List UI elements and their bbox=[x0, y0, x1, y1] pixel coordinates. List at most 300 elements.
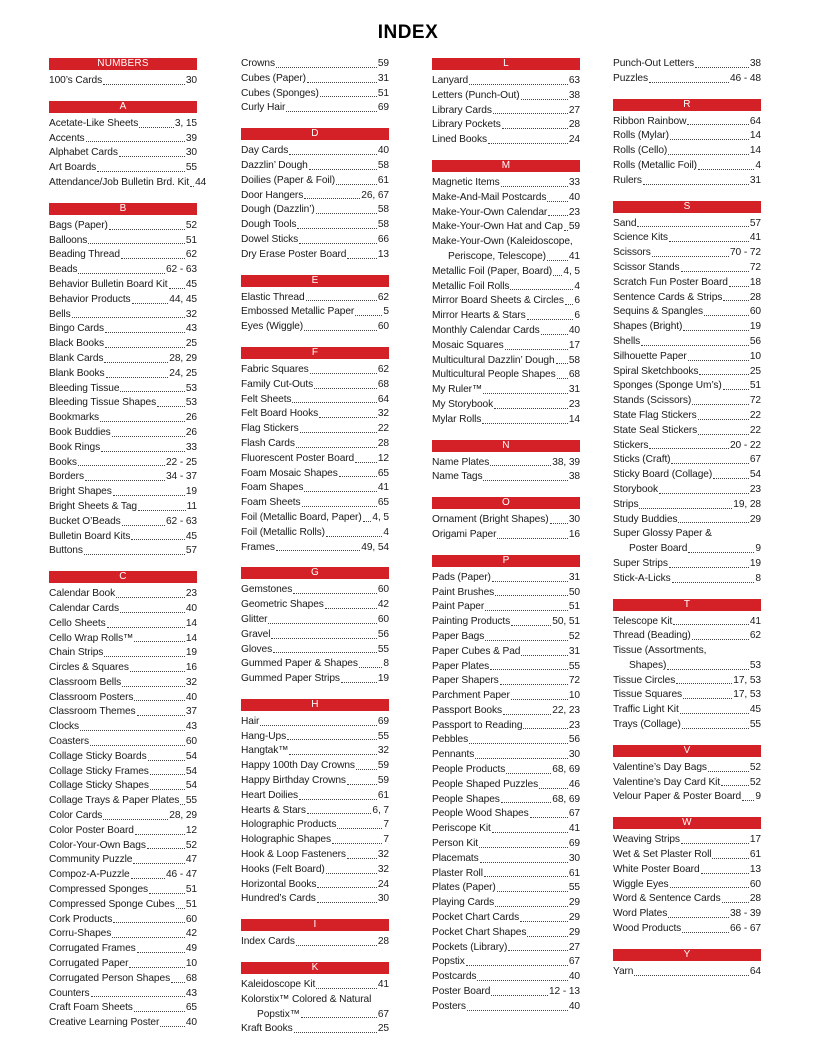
dot-leader bbox=[510, 288, 573, 290]
entry-page: 24, 25 bbox=[169, 367, 197, 379]
index-section bbox=[432, 160, 580, 428]
dot-leader bbox=[490, 464, 551, 466]
dot-leader bbox=[652, 255, 729, 257]
index-section bbox=[49, 203, 197, 559]
entry-name: Collage Sticky Shapes bbox=[49, 780, 149, 792]
index-entry bbox=[241, 57, 389, 72]
index-section bbox=[613, 57, 761, 87]
index-entry bbox=[432, 748, 580, 763]
entry-name: Make-Your-Own (Kaleidoscope, bbox=[432, 236, 573, 248]
index-entry bbox=[613, 776, 761, 791]
entry-name: Tissue (Assortments, bbox=[613, 645, 707, 657]
entry-page: 26 bbox=[185, 426, 197, 438]
index-entry bbox=[432, 294, 580, 309]
dot-leader bbox=[713, 477, 749, 479]
dot-leader bbox=[302, 505, 377, 507]
index-section bbox=[432, 440, 580, 486]
entry-name: Doilies (Paper & Foil) bbox=[241, 174, 336, 186]
index-entry bbox=[613, 276, 761, 291]
index-entry bbox=[49, 1016, 197, 1031]
entry-page: 12 bbox=[185, 824, 197, 836]
entry-name: Bookmarks bbox=[49, 412, 100, 424]
entry-name: Balloons bbox=[49, 234, 88, 246]
entry-name: Horizontal Books bbox=[241, 878, 317, 890]
index-entry bbox=[432, 719, 580, 734]
index-section bbox=[432, 555, 580, 1015]
entry-name: Placemats bbox=[432, 852, 479, 864]
dot-leader bbox=[113, 494, 185, 496]
entry-name: Study Buddies bbox=[613, 513, 678, 525]
entry-name: Compoz-A-Puzzle bbox=[49, 869, 130, 881]
index-entry bbox=[432, 822, 580, 837]
entry-name: Compressed Sponges bbox=[49, 884, 149, 896]
entry-name: State Seal Stickers bbox=[613, 424, 698, 436]
entry-page: 67 bbox=[568, 956, 580, 968]
index-entry bbox=[49, 544, 197, 559]
dot-leader bbox=[319, 416, 377, 418]
dot-leader bbox=[469, 83, 568, 85]
entry-name: Glitter bbox=[241, 613, 268, 625]
index-entry bbox=[613, 907, 761, 922]
dot-leader bbox=[268, 622, 376, 624]
entry-name: Stickers bbox=[613, 439, 649, 451]
entry-page: 45 bbox=[185, 530, 197, 542]
entry-name: Plates (Paper) bbox=[432, 882, 496, 894]
index-entry bbox=[432, 941, 580, 956]
entry-name: Poster Board bbox=[629, 543, 688, 555]
entry-page: 10 bbox=[568, 690, 580, 702]
entry-name: Gloves bbox=[241, 643, 273, 655]
entry-page: 64 bbox=[749, 115, 761, 127]
dot-leader bbox=[680, 712, 749, 714]
index-entry bbox=[49, 587, 197, 602]
index-entry bbox=[49, 456, 197, 471]
dot-leader bbox=[520, 920, 568, 922]
entry-page: 4 bbox=[755, 159, 761, 171]
entry-page: 54 bbox=[749, 469, 761, 481]
index-entry bbox=[241, 541, 389, 556]
entry-name: Scissors bbox=[613, 247, 651, 259]
index-entry bbox=[241, 628, 389, 643]
entry-name: Foam Mosaic Shapes bbox=[241, 467, 338, 479]
index-entry bbox=[241, 715, 389, 730]
dot-leader bbox=[482, 422, 568, 424]
entry-page: 42 bbox=[377, 599, 389, 611]
index-entry bbox=[613, 688, 761, 703]
dot-leader bbox=[314, 387, 377, 389]
dot-leader bbox=[500, 683, 568, 685]
dot-leader bbox=[721, 784, 749, 786]
index-entry bbox=[432, 324, 580, 339]
index-entry bbox=[241, 305, 389, 320]
dot-leader bbox=[103, 818, 168, 820]
entry-name: State Flag Stickers bbox=[613, 409, 697, 421]
entry-name: Behavior Products bbox=[49, 293, 131, 305]
dot-leader bbox=[121, 257, 185, 259]
index-entry bbox=[49, 500, 197, 515]
dot-leader bbox=[729, 285, 749, 287]
entry-page: 14 bbox=[568, 413, 580, 425]
index-entry bbox=[241, 892, 389, 907]
index-entry bbox=[49, 602, 197, 617]
index-entry bbox=[241, 848, 389, 863]
index-entry bbox=[241, 189, 389, 204]
entry-name: Gravel bbox=[241, 628, 271, 640]
entry-page: 52 bbox=[185, 219, 197, 231]
entry-name: Wet & Set Plaster Roll bbox=[613, 849, 712, 861]
entry-name: Painting Products bbox=[432, 616, 511, 628]
entry-name: People Products bbox=[432, 764, 506, 776]
index-entry bbox=[613, 159, 761, 174]
entry-name: Pockets (Library) bbox=[432, 941, 508, 953]
index-entry bbox=[432, 265, 580, 280]
dot-leader bbox=[539, 787, 568, 789]
dot-leader bbox=[304, 329, 377, 331]
index-section bbox=[241, 275, 389, 335]
dot-leader bbox=[683, 329, 749, 331]
entry-name: Foam Shapes bbox=[241, 482, 304, 494]
index-entry bbox=[241, 1022, 389, 1037]
index-entry bbox=[613, 291, 761, 306]
entry-page: 10 bbox=[749, 350, 761, 362]
entry-page: 38 bbox=[568, 89, 580, 101]
entry-name: Bleeding Tissue bbox=[49, 382, 120, 394]
dot-leader bbox=[304, 197, 360, 199]
dot-leader bbox=[326, 535, 382, 537]
dot-leader bbox=[688, 359, 749, 361]
entry-page: 54 bbox=[185, 750, 197, 762]
entry-name: Word & Sentence Cards bbox=[613, 893, 721, 905]
index-entry bbox=[49, 322, 197, 337]
entry-page: 17 bbox=[568, 339, 580, 351]
dot-leader bbox=[695, 66, 749, 68]
entry-page: 58 bbox=[377, 219, 389, 231]
index-entry bbox=[613, 659, 761, 674]
entry-page: 68, 69 bbox=[552, 793, 580, 805]
dot-leader bbox=[80, 729, 185, 731]
entry-name: Index Cards bbox=[241, 936, 295, 948]
index-entry bbox=[241, 407, 389, 422]
entry-page: 51 bbox=[749, 380, 761, 392]
index-entry bbox=[49, 278, 197, 293]
entry-page: 32 bbox=[377, 849, 389, 861]
dot-leader bbox=[109, 228, 185, 230]
index-entry bbox=[613, 115, 761, 130]
entry-page: 49, 54 bbox=[361, 541, 389, 553]
entry-page: 31 bbox=[568, 571, 580, 583]
entry-name: Color Cards bbox=[49, 810, 103, 822]
section-header: L bbox=[432, 58, 580, 70]
index-entry bbox=[613, 790, 761, 805]
entry-page: 60 bbox=[185, 913, 197, 925]
index-entry bbox=[49, 132, 197, 147]
entry-name: Corrugated Paper bbox=[49, 958, 129, 970]
entry-page: 6 bbox=[574, 310, 580, 322]
dot-leader bbox=[294, 1031, 377, 1033]
dot-leader bbox=[485, 609, 568, 611]
index-entry bbox=[613, 848, 761, 863]
index-entry bbox=[49, 676, 197, 691]
section-header: A bbox=[49, 101, 197, 113]
entry-page: 23 bbox=[568, 206, 580, 218]
entry-page: 62 - 63 bbox=[165, 264, 197, 276]
entry-name: Geometric Shapes bbox=[241, 599, 324, 611]
entry-name: Hook & Loop Fasteners bbox=[241, 849, 346, 861]
entry-name: Paper Plates bbox=[432, 660, 490, 672]
entry-page: 4, 5 bbox=[563, 265, 580, 277]
entry-page: 11 bbox=[186, 500, 197, 512]
entry-name: Clocks bbox=[49, 721, 79, 733]
dot-leader bbox=[347, 783, 377, 785]
dot-leader bbox=[78, 464, 165, 466]
entry-page: 65 bbox=[377, 467, 389, 479]
entry-name: Periscope Kit bbox=[432, 823, 491, 835]
entry-page: 33 bbox=[185, 441, 197, 453]
index-entry bbox=[49, 942, 197, 957]
entry-name: Alphabet Cards bbox=[49, 147, 118, 159]
dot-leader bbox=[553, 274, 562, 276]
dot-leader bbox=[488, 142, 568, 144]
dot-leader bbox=[310, 372, 377, 374]
entry-name: Beading Thread bbox=[49, 249, 120, 261]
entry-page: 38 bbox=[568, 471, 580, 483]
index-entry bbox=[241, 526, 389, 541]
entry-name: Postcards bbox=[432, 971, 477, 983]
entry-page: 59 bbox=[568, 221, 580, 233]
dot-leader bbox=[339, 475, 377, 477]
entry-name: People Shapes bbox=[432, 793, 500, 805]
dot-leader bbox=[132, 302, 169, 304]
dot-leader bbox=[557, 377, 568, 379]
entry-page: 28 bbox=[377, 936, 389, 948]
index-entry bbox=[241, 467, 389, 482]
index-entry bbox=[241, 393, 389, 408]
dot-leader bbox=[497, 537, 567, 539]
index-column-1 bbox=[49, 58, 207, 1043]
dot-leader bbox=[466, 964, 568, 966]
dot-leader bbox=[699, 373, 748, 375]
index-entry bbox=[49, 617, 197, 632]
dot-leader bbox=[643, 183, 749, 185]
entry-page: 68, 69 bbox=[552, 764, 580, 776]
section-header: D bbox=[241, 128, 389, 140]
index-entry bbox=[49, 661, 197, 676]
index-entry bbox=[49, 161, 197, 176]
entry-name: Pebbles bbox=[432, 734, 469, 746]
index-entry bbox=[241, 993, 389, 1008]
dot-leader bbox=[692, 638, 749, 640]
entry-page: 22 bbox=[377, 423, 389, 435]
index-entry bbox=[432, 970, 580, 985]
dot-leader bbox=[107, 626, 185, 628]
entry-name: Happy 100th Day Crowns bbox=[241, 760, 355, 772]
dot-leader bbox=[548, 214, 568, 216]
dot-leader bbox=[742, 799, 754, 801]
dot-leader bbox=[649, 447, 729, 449]
dot-leader bbox=[106, 376, 169, 378]
entry-name: Multicultural People Shapes bbox=[432, 369, 556, 381]
dot-leader bbox=[475, 757, 568, 759]
entry-name: Stands (Scissors) bbox=[613, 395, 692, 407]
index-entry bbox=[432, 660, 580, 675]
entry-page: 52 bbox=[749, 761, 761, 773]
dot-leader bbox=[356, 768, 377, 770]
entry-name: Mirror Hearts & Stars bbox=[432, 310, 526, 322]
entry-name: Coasters bbox=[49, 736, 89, 748]
entry-name: Heart Doilies bbox=[241, 789, 299, 801]
entry-page: 32 bbox=[377, 408, 389, 420]
index-column-2 bbox=[241, 58, 389, 1049]
entry-page: 22, 23 bbox=[552, 704, 580, 716]
index-entry bbox=[49, 219, 197, 234]
index-entry bbox=[49, 972, 197, 987]
dot-leader bbox=[78, 272, 165, 274]
dot-leader bbox=[100, 420, 185, 422]
entry-page: 44, 45 bbox=[169, 293, 197, 305]
entry-name: Flag Stickers bbox=[241, 423, 299, 435]
dot-leader bbox=[639, 507, 732, 509]
entry-name: Posters bbox=[432, 1000, 466, 1012]
entry-page: 51 bbox=[185, 898, 197, 910]
entry-name: 100’s Cards bbox=[49, 75, 103, 86]
dot-leader bbox=[668, 916, 729, 918]
entry-page: 19 bbox=[377, 673, 389, 685]
index-entry bbox=[49, 117, 197, 132]
dot-leader bbox=[527, 935, 567, 937]
entry-name: Thread (Beading) bbox=[613, 630, 691, 642]
index-entry bbox=[613, 965, 761, 980]
section-header: T bbox=[613, 599, 761, 611]
entry-page: 31 bbox=[377, 72, 389, 84]
entry-name: White Poster Board bbox=[613, 863, 700, 875]
entry-page: 57 bbox=[185, 545, 197, 557]
entry-name: Ornament (Bright Shapes) bbox=[432, 514, 549, 526]
entry-page: 49 bbox=[185, 943, 197, 955]
dot-leader bbox=[91, 995, 185, 997]
dot-leader bbox=[673, 623, 749, 625]
entry-page: 19, 28 bbox=[733, 498, 761, 510]
index-entry bbox=[49, 263, 197, 278]
entry-name: Frames bbox=[241, 541, 275, 553]
entry-page: 65 bbox=[185, 1002, 197, 1014]
entry-name: Family Cut-Outs bbox=[241, 378, 314, 390]
entry-page: 27 bbox=[568, 104, 580, 116]
entry-page: 72 bbox=[749, 395, 761, 407]
entry-page: 14 bbox=[749, 145, 761, 157]
entry-page: 42 bbox=[185, 928, 197, 940]
entry-name: Letters (Punch-Out) bbox=[432, 89, 520, 101]
entry-page: 68 bbox=[568, 369, 580, 381]
index-entry bbox=[613, 892, 761, 907]
entry-page: 19 bbox=[185, 486, 197, 498]
entry-page: 27 bbox=[568, 941, 580, 953]
entry-page: 30 bbox=[568, 852, 580, 864]
entry-name: Day Cards bbox=[241, 145, 289, 157]
dot-leader bbox=[88, 242, 185, 244]
entry-page: 10 bbox=[185, 958, 197, 970]
index-entry bbox=[241, 233, 389, 248]
entry-page: 59 bbox=[377, 760, 389, 772]
dot-leader bbox=[508, 949, 568, 951]
dot-leader bbox=[317, 886, 376, 888]
dot-leader bbox=[129, 966, 184, 968]
entry-page: 22 bbox=[749, 424, 761, 436]
index-entry bbox=[432, 118, 580, 133]
index-entry bbox=[613, 878, 761, 893]
entry-name: Holographic Shapes bbox=[241, 834, 331, 846]
entry-name: Collage Trays & Paper Plates bbox=[49, 795, 180, 807]
index-entry bbox=[432, 339, 580, 354]
entry-page: 22 bbox=[749, 409, 761, 421]
entry-name: Traffic Light Kit bbox=[613, 704, 679, 716]
index-entry bbox=[241, 291, 389, 306]
entry-name: Origami Paper bbox=[432, 528, 497, 540]
index-entry bbox=[432, 763, 580, 778]
entry-name: Door Hangers bbox=[241, 189, 304, 201]
entry-name: Telescope Kit bbox=[613, 615, 673, 627]
index-entry bbox=[241, 422, 389, 437]
dot-leader bbox=[148, 759, 185, 761]
entry-name: Cello Wrap Rolls™ bbox=[49, 632, 134, 644]
index-entry bbox=[432, 220, 580, 235]
index-entry bbox=[432, 74, 580, 89]
entry-page: 32 bbox=[185, 676, 197, 688]
index-entry bbox=[241, 759, 389, 774]
dot-leader bbox=[336, 183, 377, 185]
index-entry bbox=[49, 337, 197, 352]
dot-leader bbox=[355, 461, 377, 463]
dot-leader bbox=[138, 509, 186, 511]
index-entry bbox=[241, 657, 389, 672]
entry-page: 17, 53 bbox=[733, 689, 761, 701]
index-entry bbox=[241, 87, 389, 102]
dot-leader bbox=[139, 126, 174, 128]
entry-page: 67 bbox=[749, 454, 761, 466]
index-entry bbox=[613, 527, 761, 542]
section-header: K bbox=[241, 962, 389, 974]
entry-name: Velour Paper & Poster Board bbox=[613, 791, 742, 803]
entry-name: Cello Sheets bbox=[49, 617, 106, 629]
index-entry bbox=[432, 793, 580, 808]
index-entry bbox=[49, 74, 197, 89]
index-entry bbox=[241, 378, 389, 393]
entry-page: 28 bbox=[568, 119, 580, 131]
entry-page: 40 bbox=[568, 324, 580, 336]
index-entry bbox=[241, 583, 389, 598]
dot-leader bbox=[511, 698, 568, 700]
entry-page: 55 bbox=[377, 643, 389, 655]
entry-name: Books bbox=[49, 456, 77, 468]
index-entry bbox=[49, 913, 197, 928]
index-entry bbox=[432, 807, 580, 822]
dot-leader bbox=[682, 727, 749, 729]
entry-name: Lined Books bbox=[432, 134, 487, 146]
dot-leader bbox=[299, 798, 377, 800]
dot-leader bbox=[293, 592, 377, 594]
dot-leader bbox=[678, 521, 748, 523]
index-section bbox=[49, 100, 207, 191]
dot-leader bbox=[493, 112, 568, 114]
entry-name: Passport to Reading bbox=[432, 719, 523, 731]
section-header: V bbox=[613, 745, 761, 757]
entry-page: 45 bbox=[185, 278, 197, 290]
entry-name: Magnetic Items bbox=[432, 176, 500, 188]
dot-leader bbox=[688, 551, 754, 553]
dot-leader bbox=[150, 788, 185, 790]
dot-leader bbox=[501, 185, 568, 187]
index-section bbox=[432, 497, 580, 543]
section-header: E bbox=[241, 275, 389, 287]
